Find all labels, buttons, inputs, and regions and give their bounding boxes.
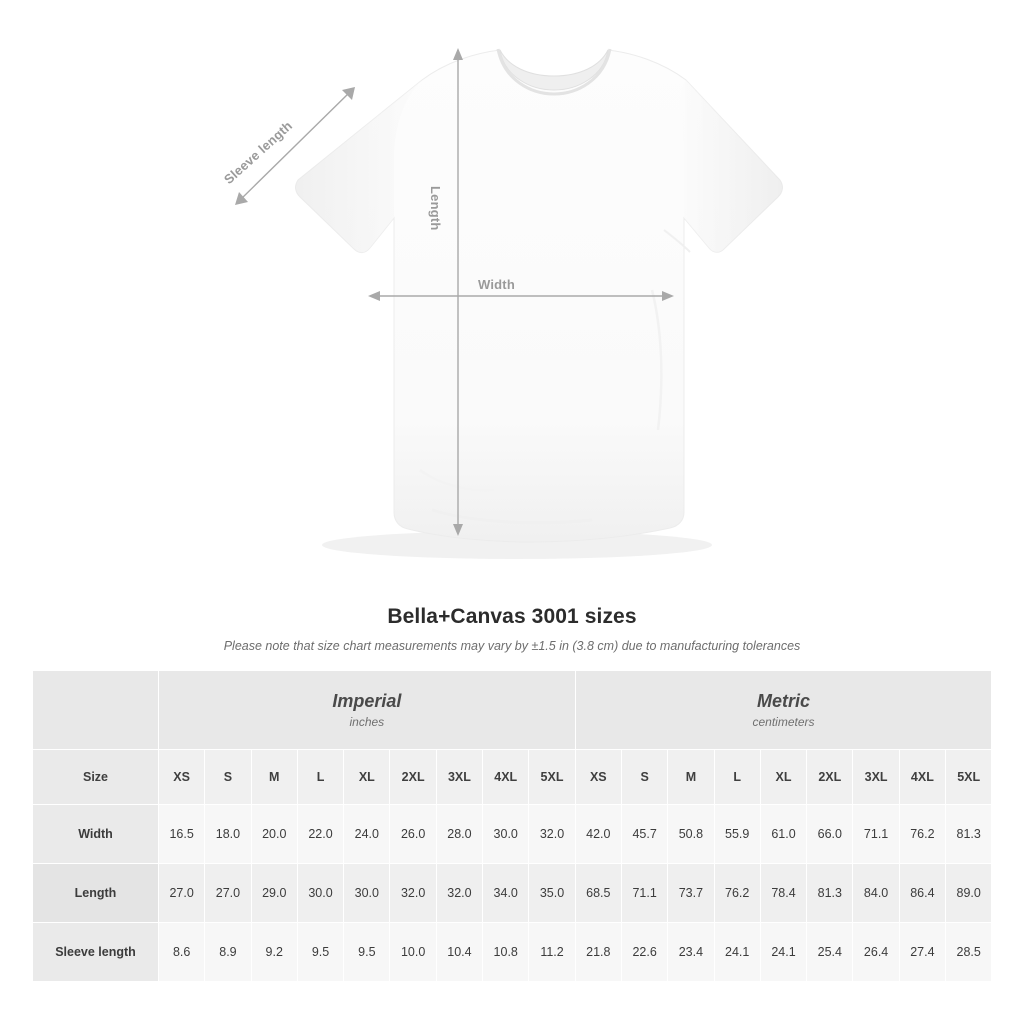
- table-cell: 71.1: [621, 864, 667, 923]
- table-cell: 30.0: [344, 864, 390, 923]
- table-cell: 30.0: [297, 864, 343, 923]
- table-cell: 50.8: [668, 805, 714, 864]
- table-cell: 24.0: [344, 805, 390, 864]
- size-header-cell: XS: [575, 750, 621, 805]
- measurement-tolerance-note: Please note that size chart measurements may vary by ±1.5 in (3.8 cm) due to manufacturing tolerances: [223, 639, 801, 653]
- table-cell: 35.0: [529, 864, 575, 923]
- table-cell: 23.4: [668, 923, 714, 982]
- size-header-cell: 4XL: [483, 750, 529, 805]
- table-row: [33, 805, 992, 864]
- length-dimension-label: Length: [428, 186, 443, 231]
- table-cell: 25.4: [807, 923, 853, 982]
- table-cell: 32.0: [436, 864, 482, 923]
- size-header-cell: S: [621, 750, 667, 805]
- width-dimension-label: Width: [478, 277, 515, 292]
- table-cell: 30.0: [483, 805, 529, 864]
- size-header-cell: L: [714, 750, 760, 805]
- table-cell: 27.0: [159, 864, 205, 923]
- table-cell: 8.9: [205, 923, 251, 982]
- table-cell: 10.8: [483, 923, 529, 982]
- unit-group-imperial-name: Imperial: [332, 691, 402, 712]
- size-chart-table-wrapper: [32, 670, 992, 982]
- size-header-cell: 2XL: [390, 750, 436, 805]
- table-cell: 22.0: [297, 805, 343, 864]
- unit-group-header-row: [33, 671, 992, 750]
- size-header-cell: L: [297, 750, 343, 805]
- size-header-cell: XL: [344, 750, 390, 805]
- table-cell: 21.8: [575, 923, 621, 982]
- page-title: Bella+Canvas 3001 sizes: [387, 605, 637, 628]
- table-cell: 81.3: [807, 864, 853, 923]
- table-cell: 9.5: [297, 923, 343, 982]
- unit-group-metric-name: Metric: [757, 691, 811, 712]
- size-column-label: Size: [33, 750, 159, 805]
- size-header-cell: XL: [760, 750, 806, 805]
- table-cell: 68.5: [575, 864, 621, 923]
- table-cell: 8.6: [159, 923, 205, 982]
- table-cell: 24.1: [760, 923, 806, 982]
- table-cell: 9.5: [344, 923, 390, 982]
- size-header-cell: 3XL: [853, 750, 899, 805]
- size-header-cell: XS: [159, 750, 205, 805]
- size-header-cell: 5XL: [946, 750, 992, 805]
- table-cell: 84.0: [853, 864, 899, 923]
- size-chart-table: [32, 670, 992, 982]
- size-header-cell: M: [668, 750, 714, 805]
- table-cell: 71.1: [853, 805, 899, 864]
- table-cell: 9.2: [251, 923, 297, 982]
- table-cell: 81.3: [946, 805, 992, 864]
- size-header-cell: M: [251, 750, 297, 805]
- table-row: [33, 923, 992, 982]
- size-header-cell: 2XL: [807, 750, 853, 805]
- table-cell: 45.7: [621, 805, 667, 864]
- table-cell: 66.0: [807, 805, 853, 864]
- table-cell: 26.4: [853, 923, 899, 982]
- table-cell: 34.0: [483, 864, 529, 923]
- table-cell: 24.1: [714, 923, 760, 982]
- table-cell: 26.0: [390, 805, 436, 864]
- row-label-width: Width: [33, 805, 159, 864]
- table-cell: 32.0: [529, 805, 575, 864]
- table-cell: 27.0: [205, 864, 251, 923]
- table-cell: 10.4: [436, 923, 482, 982]
- table-cell: 76.2: [714, 864, 760, 923]
- table-cell: 11.2: [529, 923, 575, 982]
- unit-header-corner: [33, 671, 159, 750]
- table-cell: 78.4: [760, 864, 806, 923]
- table-cell: 76.2: [899, 805, 945, 864]
- table-cell: 86.4: [899, 864, 945, 923]
- table-row: [33, 864, 992, 923]
- size-header-row: [33, 750, 992, 805]
- unit-group-metric: [575, 671, 992, 750]
- table-cell: 16.5: [159, 805, 205, 864]
- unit-group-metric-sub: centimeters: [752, 714, 815, 729]
- table-cell: 55.9: [714, 805, 760, 864]
- table-cell: 32.0: [390, 864, 436, 923]
- size-header-cell: 4XL: [899, 750, 945, 805]
- table-cell: 10.0: [390, 923, 436, 982]
- table-cell: 27.4: [899, 923, 945, 982]
- sleeve-length-dimension-label: Sleeve length: [220, 118, 296, 187]
- tshirt-icon: [232, 40, 792, 560]
- table-cell: 73.7: [668, 864, 714, 923]
- table-cell: 61.0: [760, 805, 806, 864]
- table-cell: 42.0: [575, 805, 621, 864]
- row-label-sleeve-length: Sleeve length: [33, 923, 159, 982]
- row-label-length: Length: [33, 864, 159, 923]
- table-cell: 28.5: [946, 923, 992, 982]
- unit-group-imperial: [159, 671, 576, 750]
- table-cell: 29.0: [251, 864, 297, 923]
- table-cell: 89.0: [946, 864, 992, 923]
- table-cell: 28.0: [436, 805, 482, 864]
- table-cell: 18.0: [205, 805, 251, 864]
- table-cell: 20.0: [251, 805, 297, 864]
- tshirt-graphic: [232, 40, 792, 560]
- size-header-cell: 5XL: [529, 750, 575, 805]
- size-header-cell: S: [205, 750, 251, 805]
- size-header-cell: 3XL: [436, 750, 482, 805]
- table-cell: 22.6: [621, 923, 667, 982]
- unit-group-imperial-sub: inches: [349, 714, 385, 729]
